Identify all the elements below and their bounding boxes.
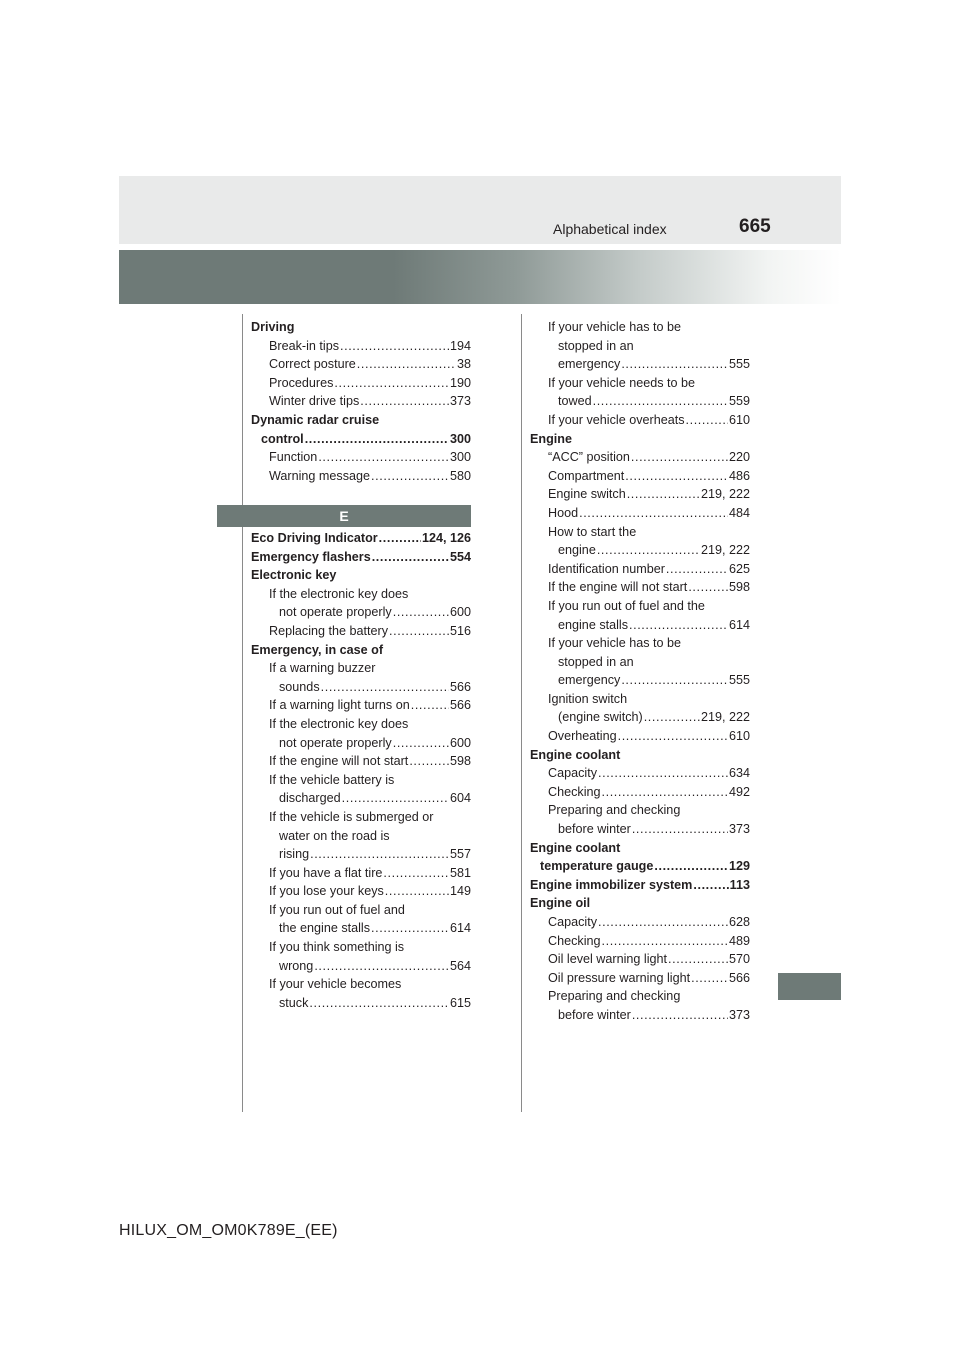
index-entry: If you think something is <box>269 940 405 955</box>
dot-leader <box>632 1006 728 1025</box>
index-entry-page[interactable]: 489 <box>728 933 750 948</box>
dot-leader <box>627 485 700 504</box>
index-entry <box>251 529 471 548</box>
index-entry: Engine <box>530 431 572 446</box>
index-entry: If your vehicle becomes <box>269 977 402 992</box>
index-entry-page[interactable]: 220 <box>728 450 750 465</box>
index-entry-term: (engine switch) <box>558 710 643 725</box>
dot-leader <box>625 467 728 486</box>
index-entry: water on the road is <box>279 828 390 843</box>
dot-leader <box>372 548 449 567</box>
index-entry-page[interactable]: 604 <box>449 791 471 806</box>
dot-leader <box>602 932 728 951</box>
index-entry-term: Engine switch <box>548 487 626 502</box>
index-entry-page[interactable]: 38 <box>456 357 471 372</box>
right-column-rule <box>521 314 522 1112</box>
index-entry-page[interactable]: 373 <box>728 822 750 837</box>
index-entry <box>530 783 750 802</box>
index-entry-page[interactable]: 555 <box>728 357 750 372</box>
section-title: Alphabetical index <box>553 221 667 237</box>
dot-leader <box>579 504 728 523</box>
index-entry: Preparing and checking <box>548 989 681 1004</box>
index-entry: If the vehicle is submerged or <box>269 809 434 824</box>
dot-leader <box>602 783 728 802</box>
dot-leader <box>393 734 449 753</box>
index-entry: Preparing and checking <box>548 803 681 818</box>
dot-leader <box>691 969 728 988</box>
index-entry: Emergency, in case of <box>251 642 384 657</box>
index-entry-term: If the engine will not start <box>548 580 688 595</box>
index-entry <box>251 789 471 808</box>
dot-leader <box>314 957 449 976</box>
index-entry-term: If your vehicle overheats <box>548 412 685 427</box>
index-entry <box>251 752 471 771</box>
page-number: 665 <box>739 216 771 237</box>
index-entry: Ignition switch <box>548 691 628 706</box>
index-entry: If a warning buzzer <box>269 661 376 676</box>
dot-leader <box>598 764 728 783</box>
index-entry <box>251 919 471 938</box>
index-entry-page[interactable]: 598 <box>728 580 750 595</box>
index-entry <box>530 727 750 746</box>
index-entry-page[interactable]: 625 <box>728 561 750 576</box>
index-entry-page[interactable]: 555 <box>728 673 750 688</box>
index-entry-term: emergency <box>558 673 621 688</box>
dot-leader <box>321 678 449 697</box>
index-entry <box>251 467 471 486</box>
dot-leader <box>383 864 449 883</box>
dot-leader <box>618 727 728 746</box>
index-entry-page[interactable]: 124, 126 <box>421 531 471 545</box>
index-entry-term: towed <box>558 394 592 409</box>
index-entry-term: “ACC” position <box>548 450 630 465</box>
dot-leader <box>597 541 700 560</box>
index-entry: stopped in an <box>558 338 634 353</box>
index-entry-term: the engine stalls <box>279 921 371 936</box>
index-entry <box>530 932 750 951</box>
dot-leader <box>593 392 728 411</box>
index-entry-term: before winter <box>558 1007 631 1022</box>
index-entry <box>530 448 750 467</box>
index-entry-page[interactable]: 610 <box>728 412 750 427</box>
index-entry-page[interactable]: 373 <box>449 394 471 409</box>
index-entry-term: not operate properly <box>279 735 392 750</box>
index-entry-term: control <box>261 431 304 446</box>
index-entry <box>251 622 471 641</box>
index-entry <box>530 355 750 374</box>
index-entry-term: Procedures <box>269 375 334 390</box>
index-entry-page[interactable]: 554 <box>449 549 471 564</box>
dot-leader <box>654 857 728 876</box>
index-entry-term: Function <box>269 450 318 465</box>
index-column-left-bottom <box>251 529 471 1012</box>
index-entry-page[interactable]: 516 <box>449 623 471 638</box>
index-entry-page[interactable]: 194 <box>449 338 471 353</box>
index-entry-page[interactable]: 615 <box>449 995 471 1010</box>
index-column-left-top <box>251 318 471 485</box>
index-entry <box>530 708 750 727</box>
index-entry-term: Hood <box>548 505 579 520</box>
index-entry-term: Identification number <box>548 561 665 576</box>
dot-leader <box>688 578 728 597</box>
index-entry-page[interactable]: 300 <box>449 431 471 446</box>
index-entry-term: Correct posture <box>269 357 356 372</box>
index-entry: Engine coolant <box>530 747 621 762</box>
index-entry: Engine oil <box>530 896 591 911</box>
index-entry <box>530 392 750 411</box>
index-entry <box>251 448 471 467</box>
index-entry <box>251 994 471 1013</box>
letter-heading: E <box>217 505 471 527</box>
index-entry <box>530 820 750 839</box>
index-entry-page[interactable]: 492 <box>728 784 750 799</box>
index-entry-page[interactable]: 598 <box>449 754 471 769</box>
index-entry: If the vehicle battery is <box>269 772 395 787</box>
dot-leader <box>393 603 449 622</box>
index-entry-page[interactable]: 557 <box>449 847 471 862</box>
index-entry <box>530 876 750 895</box>
index-entry-page[interactable]: 219, 222 <box>700 710 750 725</box>
index-entry-page[interactable]: 129 <box>728 859 750 874</box>
index-entry <box>251 864 471 883</box>
index-entry <box>530 671 750 690</box>
index-entry-term: wrong <box>279 958 314 973</box>
index-entry <box>251 392 471 411</box>
dot-leader <box>598 913 728 932</box>
index-entry <box>530 969 750 988</box>
index-entry <box>530 504 750 523</box>
index-entry-page[interactable]: 570 <box>728 952 750 967</box>
index-entry <box>251 845 471 864</box>
index-entry-page[interactable]: 614 <box>728 617 750 632</box>
index-entry-page[interactable]: 219, 222 <box>700 487 750 502</box>
index-entry-term: Winter drive tips <box>269 394 360 409</box>
index-entry: Electronic key <box>251 568 337 583</box>
index-entry-page[interactable]: 610 <box>728 729 750 744</box>
index-entry <box>530 541 750 560</box>
index-entry <box>251 882 471 901</box>
dot-leader <box>631 448 728 467</box>
index-entry: Driving <box>251 320 295 334</box>
index-entry-page[interactable]: 559 <box>728 394 750 409</box>
index-entry <box>251 603 471 622</box>
index-entry-term: If you lose your keys <box>269 884 384 899</box>
index-entry <box>530 764 750 783</box>
dot-leader <box>371 467 449 486</box>
index-entry <box>530 485 750 504</box>
index-entry-page[interactable]: 566 <box>449 698 471 713</box>
index-entry <box>530 411 750 430</box>
index-entry <box>530 616 750 635</box>
index-entry-term: If the engine will not start <box>269 754 409 769</box>
index-entry-page[interactable]: 149 <box>449 884 471 899</box>
index-entry: How to start the <box>548 524 637 539</box>
index-entry <box>530 913 750 932</box>
index-entry-page[interactable]: 600 <box>449 735 471 750</box>
dot-leader <box>318 448 449 467</box>
index-entry-term: stuck <box>279 995 309 1010</box>
index-entry-term: rising <box>279 847 310 862</box>
index-entry <box>530 857 750 876</box>
index-entry-term: Checking <box>548 933 601 948</box>
index-entry-term: Capacity <box>548 766 597 781</box>
index-entry-term: Oil level warning light <box>548 952 667 967</box>
index-entry <box>530 950 750 969</box>
dot-leader <box>693 876 728 895</box>
index-entry-term: Eco Driving Indicator <box>251 531 378 545</box>
index-entry-term: Warning message <box>269 468 371 483</box>
index-entry-term: Emergency flashers <box>251 549 371 564</box>
index-entry-term: Replacing the battery <box>269 623 389 638</box>
index-entry-page[interactable]: 580 <box>449 468 471 483</box>
index-entry-page[interactable]: 564 <box>449 958 471 973</box>
index-entry-term: Overheating <box>548 729 617 744</box>
dot-leader <box>621 355 728 374</box>
dot-leader <box>334 374 449 393</box>
index-entry: If your vehicle has to be <box>548 320 682 334</box>
index-entry-term: Break-in tips <box>269 338 339 353</box>
dot-leader <box>371 919 449 938</box>
index-entry-term: engine stalls <box>558 617 629 632</box>
chapter-side-tab[interactable] <box>778 973 841 1000</box>
dot-leader <box>411 696 449 715</box>
index-entry-term: If you have a flat tire <box>269 865 383 880</box>
index-entry: If you run out of fuel and the <box>548 598 705 613</box>
index-entry <box>251 548 471 567</box>
index-entry: Engine coolant <box>530 840 621 855</box>
index-entry: If your vehicle has to be <box>548 636 682 651</box>
index-entry <box>251 374 471 393</box>
index-entry: Dynamic radar cruise <box>251 412 380 427</box>
index-entry: If the electronic key does <box>269 586 409 601</box>
index-entry <box>251 430 471 449</box>
index-entry-page[interactable]: 600 <box>449 605 471 620</box>
index-entry-page[interactable]: 300 <box>449 450 471 465</box>
index-entry-page[interactable]: 484 <box>728 505 750 520</box>
index-entry-page[interactable]: 190 <box>449 375 471 390</box>
header-gradient-bar <box>119 250 841 304</box>
header-band <box>119 176 841 244</box>
dot-leader <box>305 430 449 449</box>
index-entry-term: emergency <box>558 357 621 372</box>
index-entry-term: If a warning light turns on <box>269 698 410 713</box>
index-entry-page[interactable]: 634 <box>728 766 750 781</box>
index-entry-page[interactable]: 628 <box>728 915 750 929</box>
index-entry-page[interactable]: 486 <box>728 468 750 483</box>
dot-leader <box>666 560 728 579</box>
index-entry-page[interactable]: 566 <box>449 679 471 694</box>
index-entry-term: Engine immobilizer system <box>530 877 693 892</box>
index-entry-page[interactable]: 614 <box>449 921 471 936</box>
dot-leader <box>644 708 700 727</box>
index-column-right <box>530 318 750 1025</box>
dot-leader <box>360 392 449 411</box>
index-entry-term: temperature gauge <box>540 859 654 874</box>
index-entry-page[interactable]: 581 <box>449 865 471 880</box>
index-entry-term: Oil pressure warning light <box>548 970 691 985</box>
index-entry-page[interactable]: 373 <box>728 1007 750 1022</box>
index-entry-term: before winter <box>558 822 631 837</box>
index-entry: stopped in an <box>558 654 634 669</box>
left-column-rule <box>242 314 243 1112</box>
index-entry <box>251 337 471 356</box>
document-code: HILUX_OM_OM0K789E_(EE) <box>119 1222 338 1239</box>
dot-leader <box>385 882 449 901</box>
dot-leader <box>389 622 449 641</box>
index-entry-term: Capacity <box>548 915 597 929</box>
dot-leader <box>357 355 456 374</box>
dot-leader <box>340 337 449 356</box>
index-entry <box>530 560 750 579</box>
index-entry <box>530 1006 750 1025</box>
index-entry <box>530 578 750 597</box>
index-entry <box>251 355 471 374</box>
dot-leader <box>686 411 728 430</box>
dot-leader <box>621 671 728 690</box>
index-entry-page[interactable]: 566 <box>728 970 750 985</box>
index-entry <box>251 957 471 976</box>
index-entry-term: engine <box>558 543 596 558</box>
dot-leader <box>409 752 449 771</box>
index-entry-term: not operate properly <box>279 605 392 620</box>
dot-leader <box>309 994 449 1013</box>
index-entry <box>251 678 471 697</box>
dot-leader <box>310 845 449 864</box>
index-entry <box>251 696 471 715</box>
index-entry: If you run out of fuel and <box>269 902 405 917</box>
index-entry-term: Compartment <box>548 468 625 483</box>
index-entry <box>530 467 750 486</box>
dot-leader <box>379 529 421 548</box>
dot-leader <box>668 950 728 969</box>
index-entry-term: sounds <box>279 679 320 694</box>
index-entry-page[interactable]: 219, 222 <box>700 543 750 558</box>
dot-leader <box>629 616 728 635</box>
index-entry: If your vehicle needs to be <box>548 375 696 390</box>
index-entry <box>251 734 471 753</box>
index-entry: If the electronic key does <box>269 716 409 731</box>
dot-leader <box>632 820 728 839</box>
index-entry-term: Checking <box>548 784 601 799</box>
index-entry-page[interactable]: 113 <box>729 877 750 892</box>
dot-leader <box>342 789 449 808</box>
index-entry-term: discharged <box>279 791 341 806</box>
